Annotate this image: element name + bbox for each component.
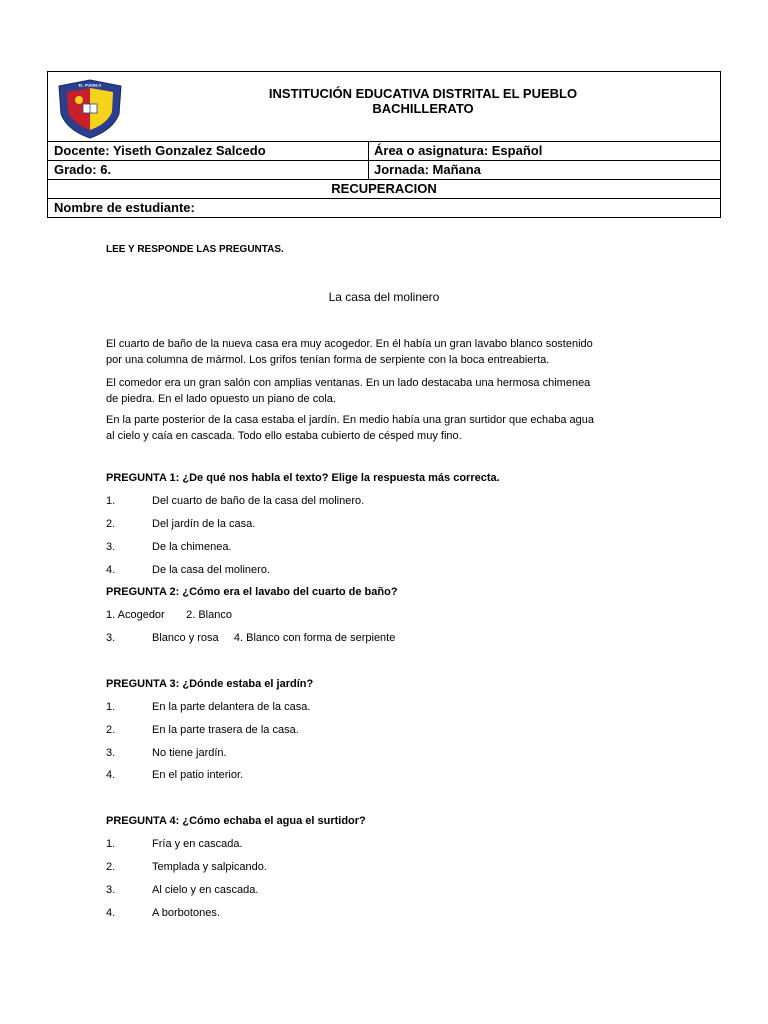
student-name-label: Nombre de estudiante: — [54, 200, 195, 215]
option-text: Blanco y rosa 4. Blanco con forma de serpiente — [152, 632, 396, 644]
list-item — [106, 518, 706, 534]
jornada-label: Jornada: Mañana — [374, 162, 481, 177]
institution-level: BACHILLERATO — [372, 101, 474, 116]
option-number: 3. — [106, 884, 116, 896]
option-number: 3. — [106, 541, 116, 553]
recuperacion-row — [48, 179, 720, 198]
list-item — [106, 541, 706, 557]
option-number: 4. — [106, 769, 116, 781]
option-number: 1. — [106, 701, 116, 713]
option-number: 4. — [106, 564, 116, 576]
list-item — [106, 884, 706, 900]
option-text: Del cuarto de baño de la casa del molinero. — [152, 495, 365, 507]
list-item — [106, 495, 706, 511]
recuperacion-label: RECUPERACION — [331, 181, 437, 196]
list-item — [106, 747, 706, 763]
docente-label: Docente: Yiseth Gonzalez Salcedo — [54, 143, 266, 158]
option-number: 2. — [106, 724, 116, 736]
question-4: PREGUNTA 4: ¿Cómo echaba el agua el surtidor? — [106, 815, 366, 827]
cell-divider — [368, 161, 369, 179]
option-text: Templada y salpicando. — [152, 861, 267, 873]
paragraph-line: de piedra. En el lado opuesto un piano de cola. — [106, 393, 336, 405]
option-text: En la parte trasera de la casa. — [152, 724, 299, 736]
option-number: 1. — [106, 838, 116, 850]
student-name-row — [48, 198, 720, 217]
list-item — [106, 769, 706, 785]
option-text: En la parte delantera de la casa. — [152, 701, 311, 713]
paragraph — [106, 412, 666, 444]
reading-title: La casa del molinero — [328, 290, 440, 304]
option-number: 2. — [106, 861, 116, 873]
option-text: Del jardín de la casa. — [152, 518, 256, 530]
question-2: PREGUNTA 2: ¿Cómo era el lavabo del cuarto de baño? — [106, 586, 398, 598]
option-number: 2. — [106, 518, 116, 530]
list-item — [106, 724, 706, 740]
question-1: PREGUNTA 1: ¿De qué nos habla el texto? Elige la respuesta más correcta. — [106, 472, 500, 484]
area-label: Área o asignatura: Español — [374, 143, 543, 158]
paragraph-line: El cuarto de baño de la nueva casa era muy acogedor. En él había un gran lavabo blanco sostenido — [106, 338, 593, 350]
paragraph-line: por una columna de mármol. Los grifos tenían forma de serpiente con la boca entreabierta. — [106, 354, 550, 366]
option-text: Fría y en cascada. — [152, 838, 243, 850]
option-text: A borbotones. — [152, 907, 220, 919]
option-text: De la casa del molinero. — [152, 564, 271, 576]
paragraph — [106, 336, 666, 368]
cell-divider — [368, 142, 369, 160]
option-text: En el patio interior. — [152, 769, 244, 781]
option-text: Al cielo y en cascada. — [152, 884, 259, 896]
option-text: No tiene jardín. — [152, 747, 227, 759]
list-item — [106, 861, 706, 877]
header-table — [47, 71, 721, 218]
header-title-row — [48, 72, 720, 141]
option-number: 1. — [106, 495, 116, 507]
school-shield-logo — [55, 78, 125, 140]
grado-label: Grado: 6. — [54, 162, 112, 177]
docente-row — [48, 141, 720, 160]
grado-row — [48, 160, 720, 179]
option-number: 3. — [106, 747, 116, 759]
instructions: LEE Y RESPONDE LAS PREGUNTAS. — [106, 244, 284, 255]
svg-text:EL PUEBLO: EL PUEBLO — [78, 82, 102, 88]
paragraph-line: al cielo y caía en cascada. Todo ello estaba cubierto de césped muy fino. — [106, 430, 462, 442]
option-number: 4. — [106, 907, 116, 919]
option-number: 3. — [106, 632, 116, 644]
institution-name: INSTITUCIÓN EDUCATIVA DISTRITAL EL PUEBLO — [268, 86, 578, 101]
option-text: De la chimenea. — [152, 541, 232, 553]
list-item — [106, 907, 706, 923]
paragraph-line: El comedor era un gran salón con amplias ventanas. En un lado destacaba una hermosa chimenea — [106, 377, 591, 389]
option-line — [106, 632, 706, 648]
paragraph-line: En la parte posterior de la casa estaba el jardín. En medio había una gran surtidor que echaba agua — [106, 414, 594, 426]
list-item — [106, 838, 706, 854]
paragraph — [106, 375, 666, 407]
question-3: PREGUNTA 3: ¿Dónde estaba el jardín? — [106, 678, 314, 690]
list-item — [106, 564, 706, 580]
option-line: 1. Acogedor 2. Blanco — [106, 609, 232, 621]
list-item — [106, 701, 706, 717]
